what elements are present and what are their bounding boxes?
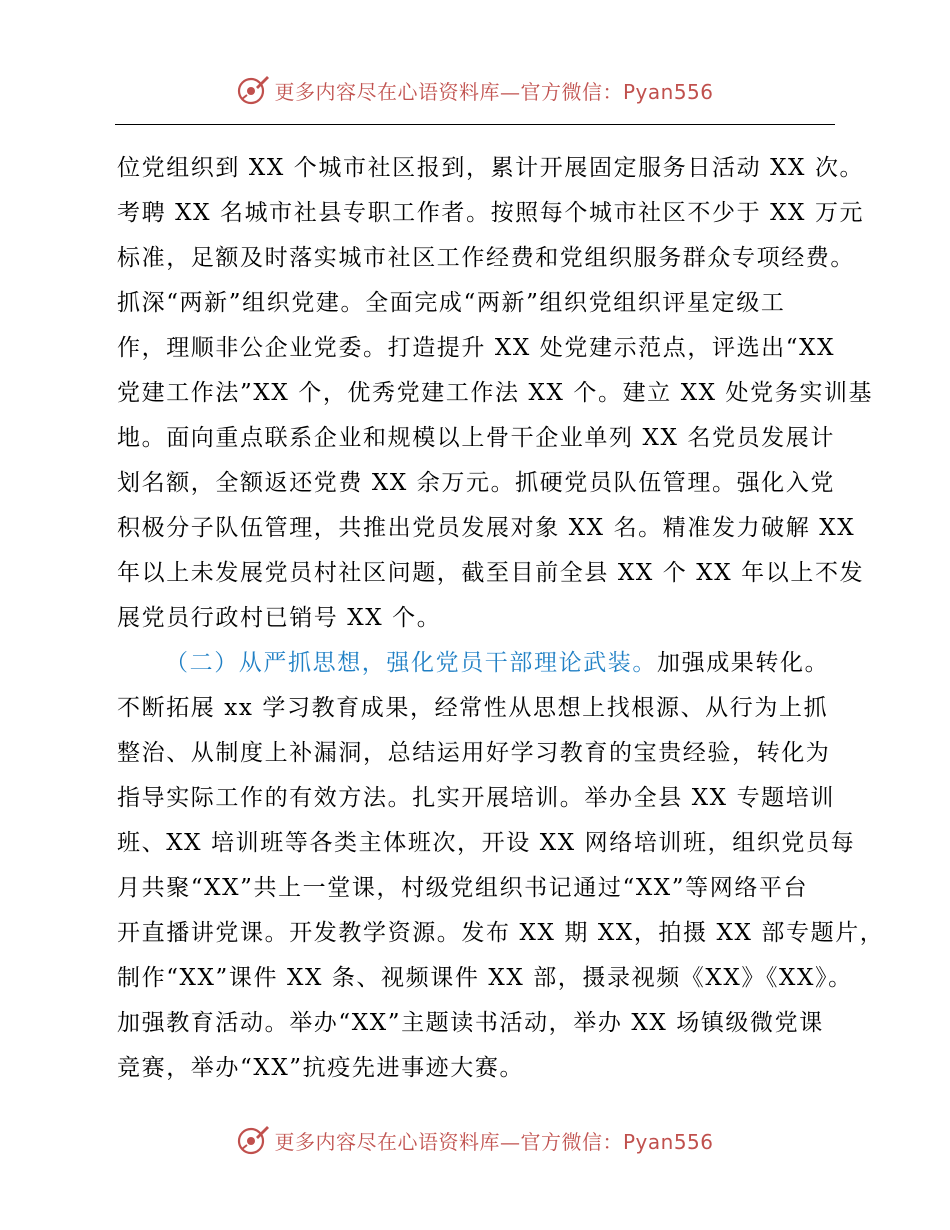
quill-seal-icon [236, 1123, 270, 1157]
body-line: 月共聚“XX”共上一堂课，村级党组织书记通过“XX”等网络平台 [117, 875, 809, 901]
banner-label: 更多内容尽在心语资料库—官方微信： [274, 1129, 623, 1154]
body-line: 作，理顺非公企业党委。打造提升 XX 处党建示范点，评选出“XX [117, 335, 836, 361]
banner-label: 更多内容尽在心语资料库—官方微信： [274, 79, 623, 104]
body-line: 开直播讲党课。开发教学资源。发布 XX 期 XX，拍摄 XX 部专题片， [117, 920, 885, 946]
section-heading-line [117, 641, 837, 686]
quill-seal-icon [236, 73, 270, 107]
body-line: 积极分子队伍管理，共推出党员发展对象 XX 名。精准发力破解 XX [117, 515, 856, 541]
body-line: 班、XX 培训班等各类主体班次，开设 XX 网络培训班，组织党员每 [117, 830, 856, 856]
banner-text [274, 76, 713, 105]
body-line: 制作“XX”课件 XX 条、视频课件 XX 部，摄录视频《XX》《XX》。 [117, 965, 853, 991]
footer-watermark-banner [0, 1120, 950, 1160]
document-body [117, 146, 885, 1091]
body-line: 考聘 XX 名城市社县专职工作者。按照每个城市社区不少于 XX 万元 [117, 200, 865, 226]
section-heading-rest: 加强成果转化。 [657, 650, 830, 676]
wechat-id: Pyan556 [622, 79, 714, 104]
header-watermark-banner [0, 70, 950, 110]
section-heading: （二）从严抓思想，强化党员干部理论武装。 [165, 650, 657, 676]
wechat-id: Pyan556 [622, 1129, 714, 1154]
body-line: 标准，足额及时落实城市社区工作经费和党组织服务群众专项经费。 [117, 245, 855, 271]
body-line: 划名额，全额返还党费 XX 余万元。抓硬党员队伍管理。强化入党 [117, 470, 835, 496]
body-line: 不断拓展 xx 学习教育成果，经常性从思想上找根源、从行为上抓 [117, 695, 829, 721]
body-line: 加强教育活动。举办“XX”主题读书活动，举办 XX 场镇级微党课 [117, 1010, 824, 1036]
body-line: 竞赛，举办“XX”抗疫先进事迹大赛。 [117, 1055, 525, 1081]
body-line: 年以上未发展党员村社区问题，截至目前全县 XX 个 XX 年以上不发 [117, 560, 865, 586]
header-divider [115, 124, 835, 125]
body-line: 位党组织到 XX 个城市社区报到，累计开展固定服务日活动 XX 次。 [117, 155, 865, 181]
body-line: 抓深“两新”组织党建。全面完成“两新”组织党组织评星定级工 [117, 290, 786, 316]
banner-text [274, 1126, 713, 1155]
body-line: 展党员行政村已销号 XX 个。 [117, 605, 442, 631]
body-line: 地。面向重点联系企业和规模以上骨干企业单列 XX 名党员发展计 [117, 425, 835, 451]
body-line: 党建工作法”XX 个，优秀党建工作法 XX 个。建立 XX 处党务实训基 [117, 380, 874, 406]
body-line: 指导实际工作的有效方法。扎实开展培训。举办全县 XX 专题培训 [117, 785, 835, 811]
body-line: 整治、从制度上补漏洞，总结运用好学习教育的宝贵经验，转化为 [117, 740, 831, 766]
